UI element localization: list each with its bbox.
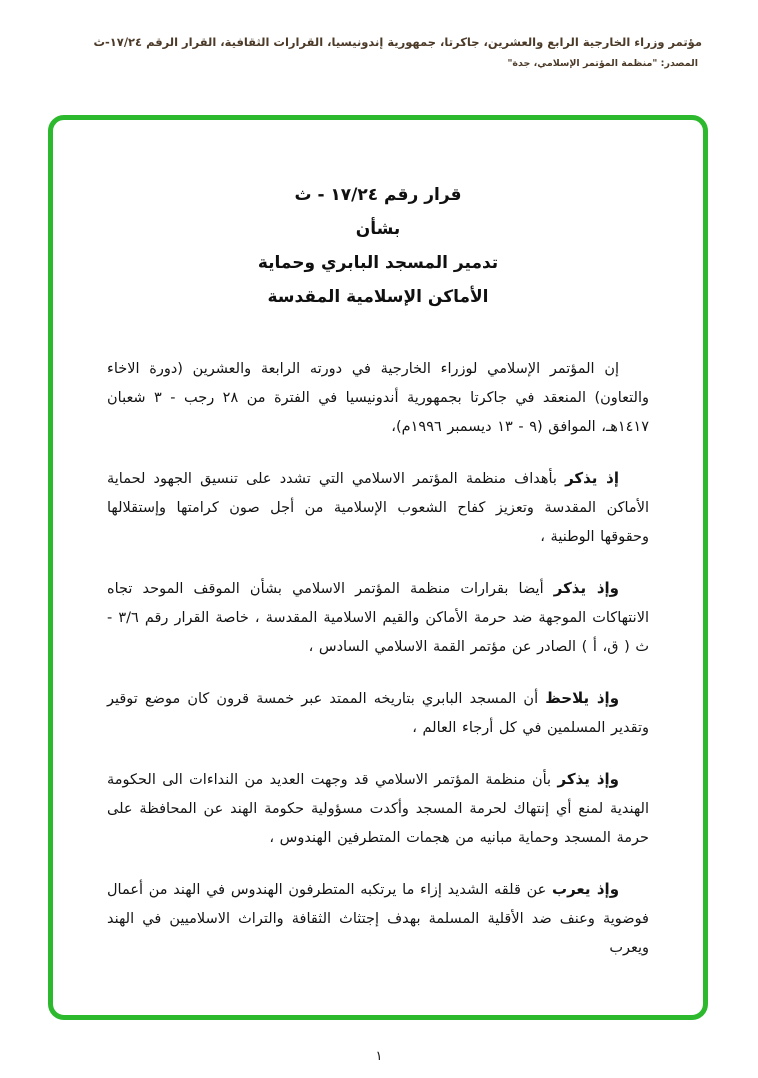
paragraph-lead: وإذ يذكر xyxy=(553,579,620,597)
paragraph-lead: وإذ يعرب xyxy=(552,880,620,898)
resolution-subject-line2: الأماكن الإسلامية المقدسة xyxy=(267,287,489,307)
resolution-number: قرار رقم ١٧/٢٤ - ث xyxy=(294,185,462,205)
paragraph-recalling-goals xyxy=(107,464,649,552)
page-number: ١ xyxy=(375,1049,383,1064)
paragraph-recalling-appeals xyxy=(107,765,649,853)
resolution-title-block xyxy=(107,178,649,314)
paragraph-recalling-resolutions xyxy=(107,574,649,662)
resolution-subject-line1: تدمير المسجد البابري وحماية xyxy=(257,253,499,273)
paragraph-text: أن المسجد البابري بتاريخه الممتد عبر خمسة قرون كان موضع توقير وتقدير المسلمين في كل أرجاء العالم ، xyxy=(107,691,649,736)
paragraph-text: بأن منظمة المؤتمر الاسلامي قد وجهت العديد من النداءات الى الحكومة الهندية لمنع أي إنتهاك لحرمة المسجد وأكدت مسؤولية حكومة الهند عن المحافظة على حرمة المسجد وحماية مبانيه من هجمات المتطرفين الهندوس ، xyxy=(107,772,649,846)
header-source-line: المصدر: "منظمة المؤتمر الإسلامي، جدة" xyxy=(507,57,698,69)
paragraph-expressing-concern xyxy=(107,875,649,963)
document-header xyxy=(56,34,702,69)
paragraph-lead: وإذ يلاحظ xyxy=(545,689,620,707)
paragraph-text: أيضا بقرارات منظمة المؤتمر الاسلامي بشأن الموقف الموحد تجاه الانتهاكات الموجهة ضد حرمة الأماكن والقيم الاسلامية المقدسة ، خاصة القرار رقم ٣/٦ - ث ( ق، أ ) الصادر عن مؤتمر القمة الاسلامي السادس ، xyxy=(107,581,649,655)
document-footer xyxy=(0,1049,758,1064)
paragraph-lead: وإذ يذكر xyxy=(557,770,619,788)
paragraph-text: إن المؤتمر الإسلامي لوزراء الخارجية في دورته الرابعة والعشرين (دورة الاخاء والتعاون) المنعقد في جاكرتا بجمهورية أندونيسيا في الفترة من ٢٨ رجب - ٣ شعبان ١٤١٧هـ، الموافق (٩ - ١٣ ديسمبر ١٩٩٦م)، xyxy=(107,361,649,435)
header-conference-line: مؤتمر وزراء الخارجية الرابع والعشرين، جاكرتا، جمهورية إندونيسيا، القرارات الثقافية، القرار الرقم ١٧/٢٤-ث xyxy=(93,35,702,49)
paragraph-text: عن قلقه الشديد إزاء ما يرتكبه المتطرفون الهندوس في الهند من أعمال فوضوية وعنف ضد الأقلية المسلمة بهدف إجتثاث الثقافة والتراث الاسلاميين في الهند ويعرب xyxy=(107,882,649,956)
content-border-box xyxy=(48,115,708,1020)
resolution-regarding: بشأن xyxy=(355,219,401,239)
paragraph-noting-mosque-history xyxy=(107,684,649,743)
paragraph-lead: إذ يذكر xyxy=(565,469,620,487)
paragraph-preamble xyxy=(107,354,649,442)
paragraph-text: بأهداف منظمة المؤتمر الاسلامي التي تشدد على تنسيق الجهود لحماية الأماكن المقدسة وتعزيز كفاح الشعوب الإسلامية من أجل صون كرامتها وإستقلالها وحقوقها الوطنية ، xyxy=(107,471,649,545)
resolution-body xyxy=(107,354,649,963)
